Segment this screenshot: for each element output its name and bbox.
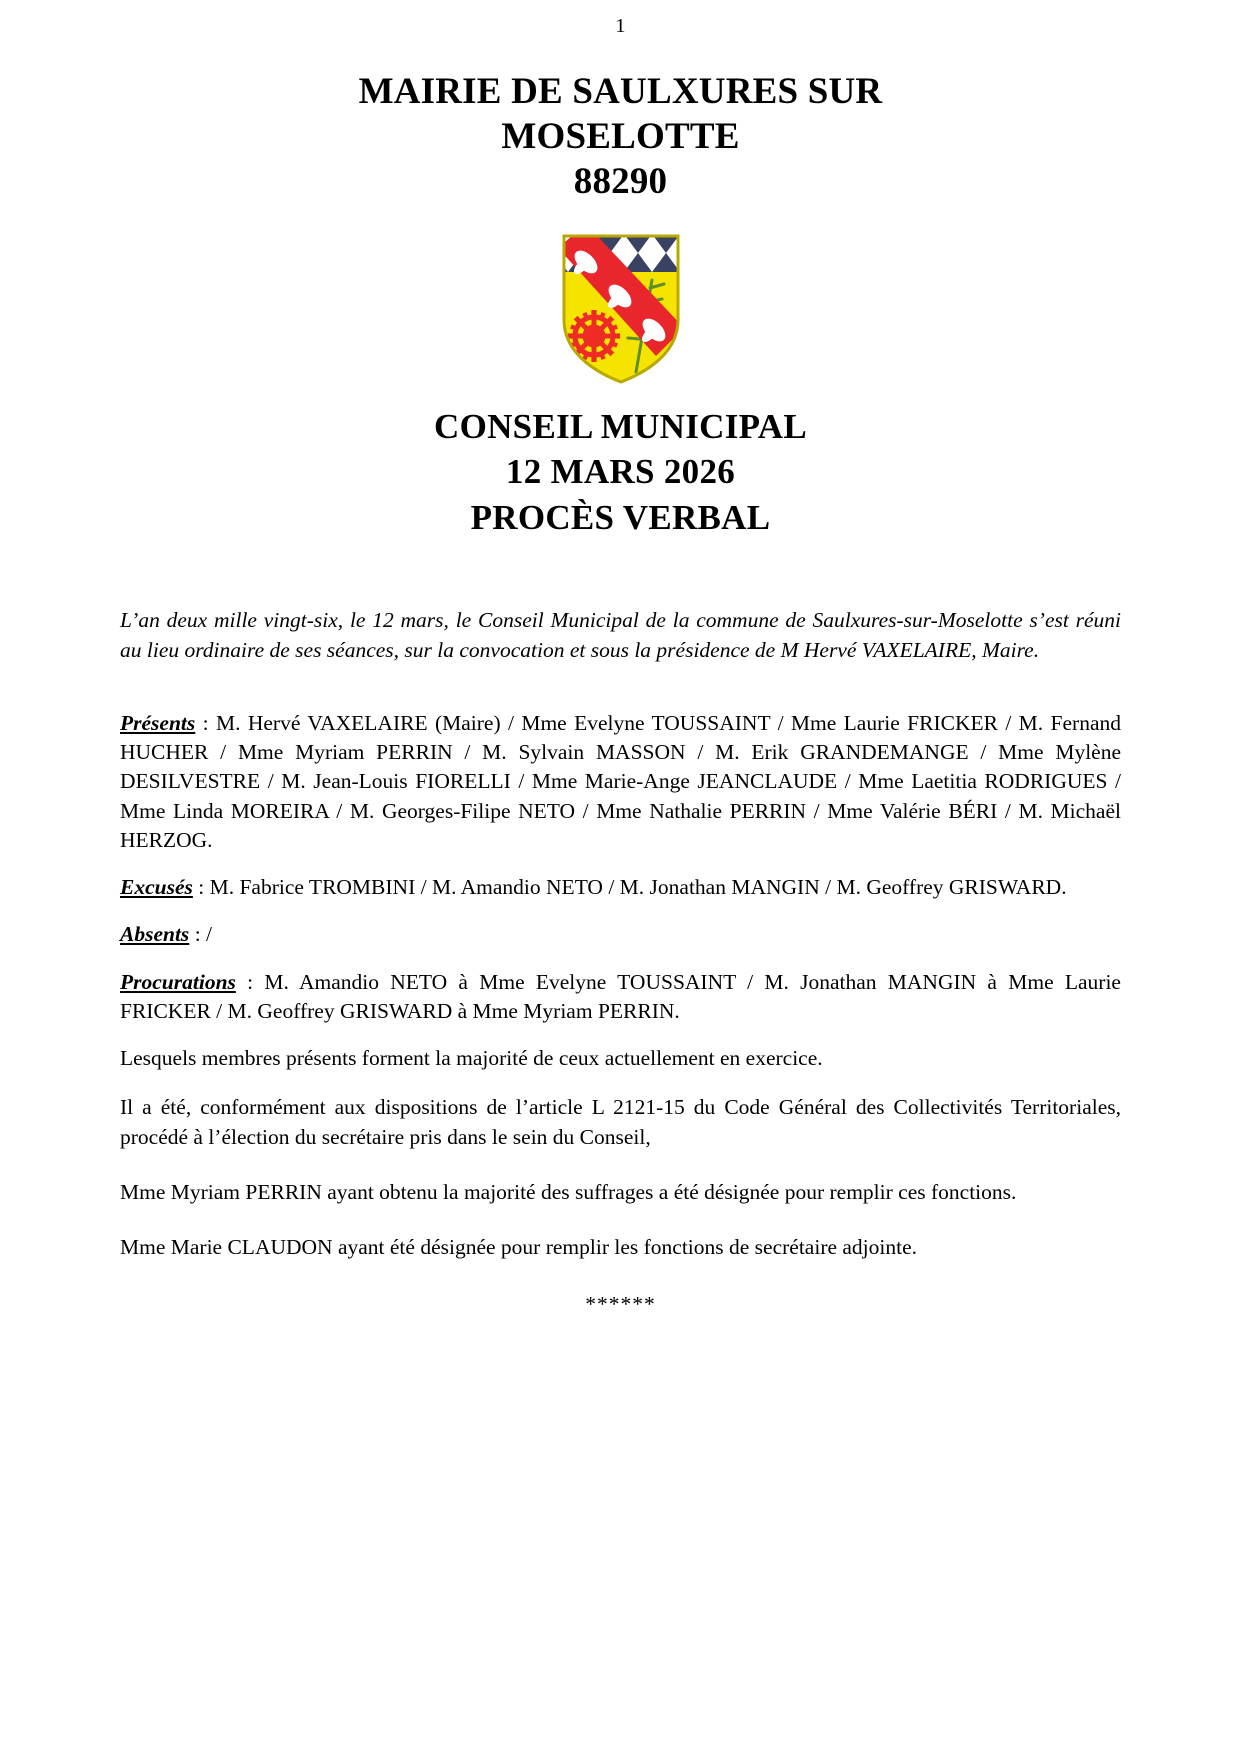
meeting-heading [120, 404, 1121, 541]
quorum-paragraph: Lesquels membres présents forment la majorité de ceux actuellement en exercice. [120, 1046, 823, 1071]
excuses-label: Excusés [120, 875, 193, 900]
municipality-title-line-1: MAIRIE DE SAULXURES SUR [358, 70, 883, 112]
municipality-title-line-2: MOSELOTTE [501, 115, 740, 157]
presents-paragraph [120, 709, 1121, 855]
presents-separator: : [195, 710, 216, 735]
meeting-doc-type: PROCÈS VERBAL [470, 497, 771, 537]
document-body [120, 606, 1121, 1317]
deputy-secretary-paragraph: Mme Marie CLAUDON ayant été désignée pour remplir les fonctions de secrétaire adjointe. [120, 1234, 918, 1259]
section-separator: ****** [585, 1292, 656, 1317]
meeting-date: 12 MARS 2026 [505, 452, 736, 492]
intro-paragraph: L’an deux mille vingt-six, le 12 mars, le Conseil Municipal de la commune de Saulxures-sur-Moselotte s’est réuni au lieu ordinaire de ses séances, sur la convocation et sous la présidence de M Hervé VAXELAIRE, Maire. [120, 608, 1121, 662]
excuses-value: M. Fabrice TROMBINI / M. Amandio NETO / M. Jonathan MANGIN / M. Geoffrey GRISWARD. [209, 875, 1067, 900]
legal-basis-paragraph: Il a été, conformément aux dispositions de l’article L 2121-15 du Code Général des Collectivités Territoriales, procédé à l’élection du secrétaire pris dans le sein du Conseil, [120, 1095, 1121, 1149]
presents-label: Présents [120, 710, 196, 735]
page-number: 1 [615, 15, 626, 37]
absents-separator: : [189, 922, 207, 947]
meeting-body-name: CONSEIL MUNICIPAL [434, 406, 807, 446]
municipality-title [120, 69, 1121, 204]
absents-label: Absents [120, 922, 190, 947]
excuses-separator: : [192, 875, 210, 900]
crest-container [120, 232, 1121, 384]
procurations-paragraph [120, 968, 1121, 1026]
absents-paragraph [120, 920, 1121, 949]
procurations-value: M. Amandio NETO à Mme Evelyne TOUSSAINT / M. Jonathan MANGIN à Mme Laurie FRICKER / M. Geoffrey GRISWARD à Mme Myriam PERRIN. [120, 969, 1121, 1023]
presents-value: M. Hervé VAXELAIRE (Maire) / Mme Evelyne TOUSSAINT / Mme Laurie FRICKER / M. Fernand HUCHER / Mme Myriam PERRIN / M. Sylvain MASSON / M. Erik GRANDEMANGE / Mme Mylène DESILVESTRE / M. Jean-Louis FIORELLI / Mme Marie-Ange JEANCLAUDE / Mme Laetitia RODRIGUES / Mme Linda MOREIRA / M. Georges-Filipe NETO / Mme Nathalie PERRIN / Mme Valérie BÉRI / M. Michaël HERZOG. [120, 710, 1121, 852]
municipality-postal-code: 88290 [573, 160, 668, 202]
secretary-designation-paragraph: Mme Myriam PERRIN ayant obtenu la majorité des suffrages a été désignée pour remplir ces fonctions. [120, 1179, 1017, 1204]
coat-of-arms-icon [560, 232, 682, 384]
excuses-paragraph [120, 873, 1121, 902]
procurations-separator: : [235, 969, 265, 994]
procurations-label: Procurations [120, 969, 236, 994]
absents-value: / [206, 922, 213, 947]
